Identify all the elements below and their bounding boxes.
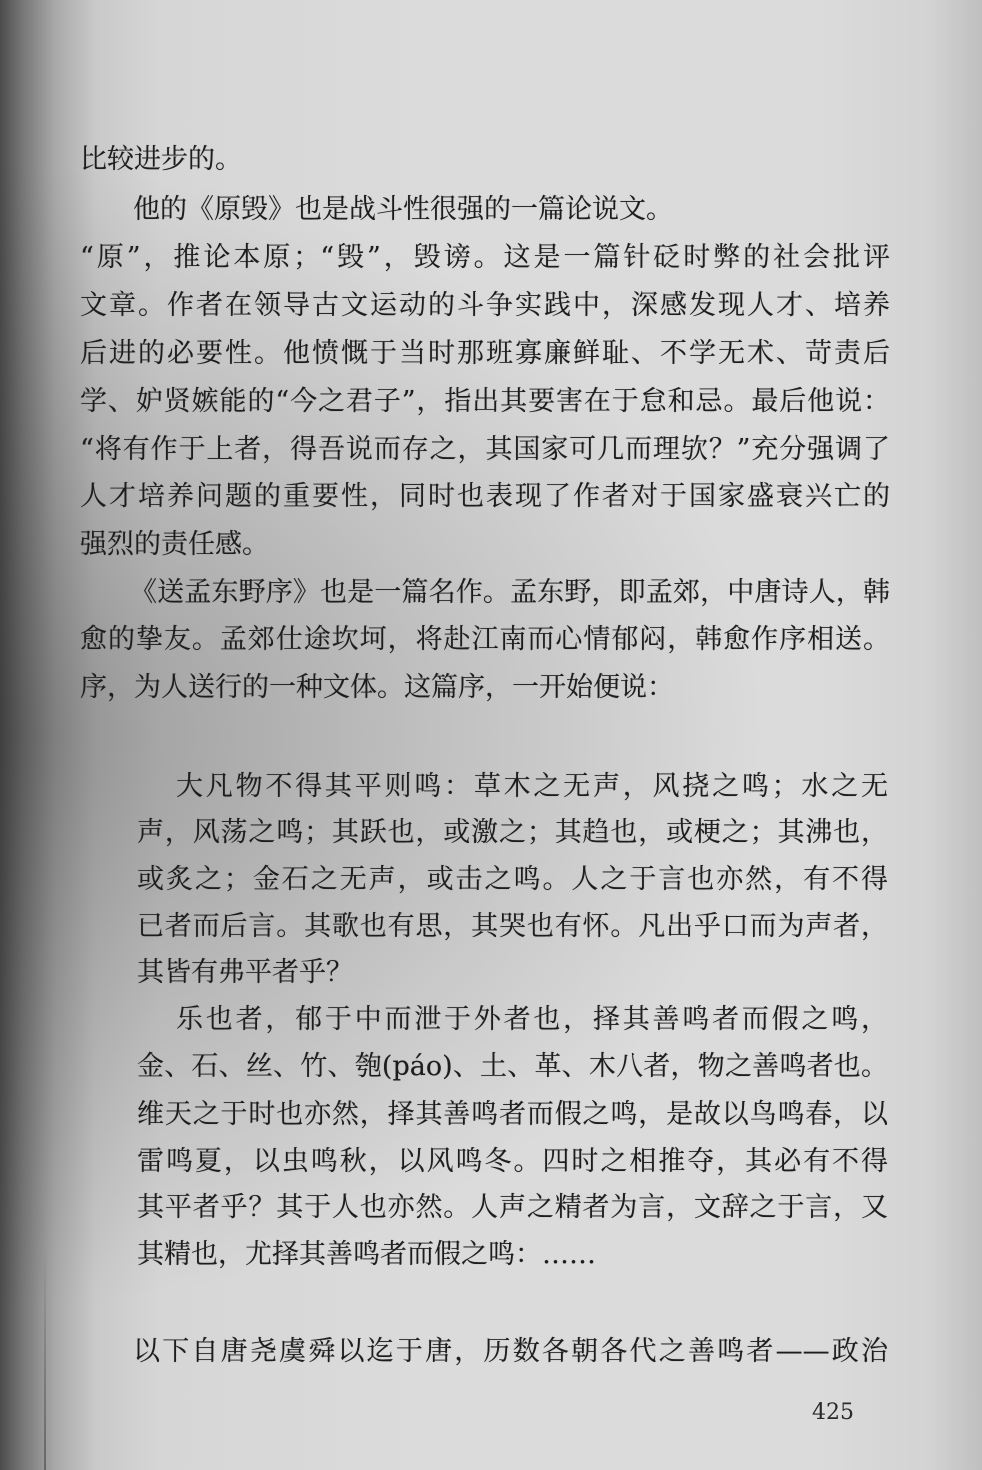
text-line: 后进的必要性。他愤慨于当时那班寡廉鲜耻、不学无术、苛责后 xyxy=(80,338,890,369)
text-line: 序，为人送行的一种文体。这篇序，一开始便说： xyxy=(80,672,674,703)
text-line: 其平者乎？其于人也亦然。人声之精者为言，文辞之于言，又 xyxy=(137,1192,888,1223)
text-line: 文章。作者在领导古文运动的斗争实践中，深感发现人才、培养 xyxy=(80,290,890,321)
text-line: 或炙之；金石之无声，或击之鸣。人之于言也亦然，有不得 xyxy=(137,864,888,895)
text-line: 他的《原毁》也是战斗性很强的一篇论说文。 xyxy=(133,194,673,225)
text-line: 《送孟东野序》也是一篇名作。孟东野，即孟郊，中唐诗人，韩 xyxy=(130,577,890,608)
text-line: 以下自唐尧虞舜以迄于唐，历数各朝各代之善鸣者——政治 xyxy=(133,1336,888,1367)
text-line: 其精也，尤择其善鸣者而假之鸣：…… xyxy=(137,1239,596,1270)
text-line: 强烈的责任感。 xyxy=(80,529,269,560)
text-line: 比较进步的。 xyxy=(80,144,242,175)
page-edge xyxy=(44,1250,46,1470)
text-line: 雷鸣夏，以虫鸣秋，以风鸣冬。四时之相推夺，其必有不得 xyxy=(137,1146,888,1177)
text-line: 声，风荡之鸣；其跃也，或激之；其趋也，或梗之；其沸也， xyxy=(137,817,888,848)
text-line: “原”，推论本原；“毁”，毁谤。这是一篇针砭时弊的社会批评 xyxy=(80,242,890,273)
text-line: 愈的挚友。孟郊仕途坎坷，将赴江南而心情郁闷，韩愈作序相送。 xyxy=(80,624,890,655)
text-line: 人才培养问题的重要性，同时也表现了作者对于国家盛衰兴亡的 xyxy=(80,481,890,512)
text-line: 大凡物不得其平则鸣：草木之无声，风挠之鸣；水之无 xyxy=(176,771,888,802)
page-number: 425 xyxy=(812,1400,854,1425)
text-line: “将有作于上者，得吾说而存之，其国家可几而理欤？”充分强调了 xyxy=(80,434,890,465)
text-line: 维天之于时也亦然，择其善鸣者而假之鸣，是故以鸟鸣春，以 xyxy=(137,1099,888,1130)
text-line: 乐也者，郁于中而泄于外者也，择其善鸣者而假之鸣， xyxy=(176,1004,888,1035)
text-line: 其皆有弗平者乎？ xyxy=(137,957,353,988)
text-line: 已者而后言。其歌也有思，其哭也有怀。凡出乎口而为声者， xyxy=(137,911,888,942)
text-line: 学、妒贤嫉能的“今之君子”，指出其要害在于怠和忌。最后他说： xyxy=(80,386,890,417)
text-line: 金、石、丝、竹、匏(páo)、土、革、木八者，物之善鸣者也。 xyxy=(137,1051,888,1082)
